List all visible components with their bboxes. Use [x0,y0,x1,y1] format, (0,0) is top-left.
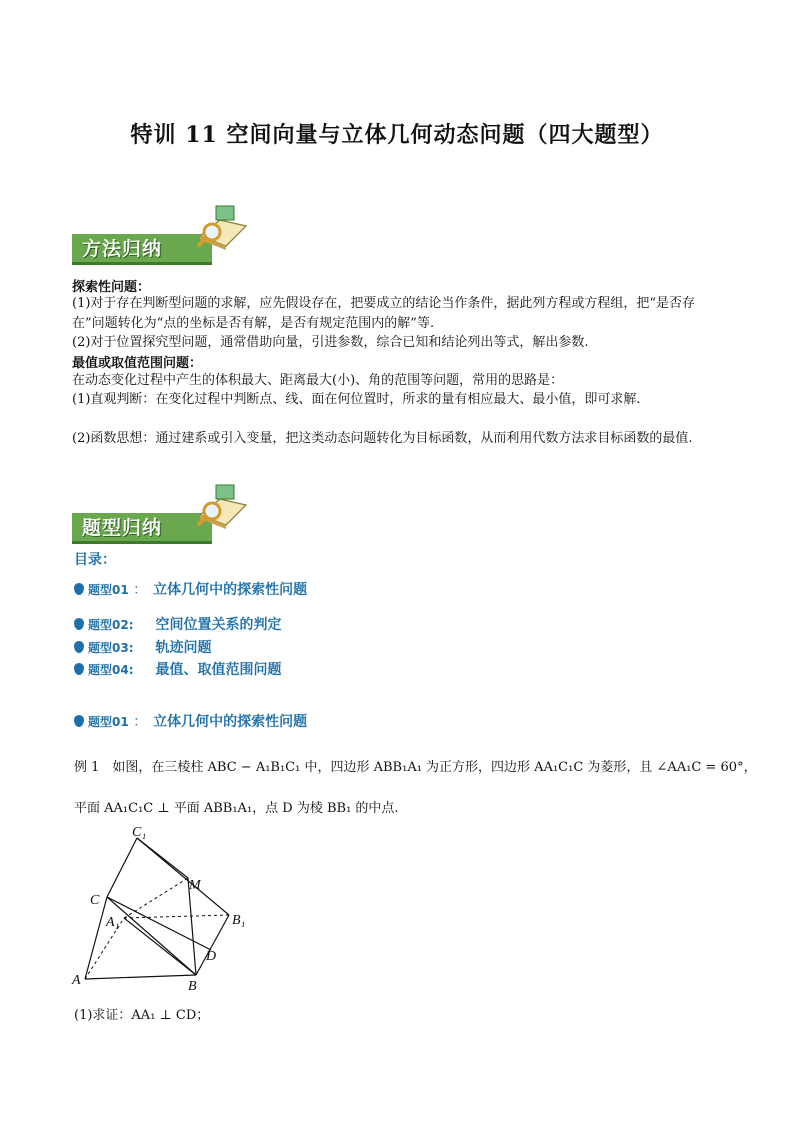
edge-A-B [85,975,196,979]
section-tag: 题型01 [88,715,129,729]
method-summary-banner [72,228,242,262]
toc-sep: ： [128,582,148,598]
section-heading-type01 [74,711,307,731]
edge-C-A [85,897,107,979]
label-C1: C₁ [132,825,147,840]
label-A: A [72,973,81,988]
toc-item-2[interactable] [74,614,282,634]
explore-paragraph-2: (2)对于位置探究型问题，通常借助向量，引进参数，综合已知和结论列出等式，解出参数. [72,335,589,350]
edge-A1-B [124,918,196,975]
toc-text: 空间位置关系的判定 [155,617,282,633]
label-D: D [206,949,217,964]
prism-figure [66,822,266,1002]
book-magnifier-icon [192,481,252,545]
toc-title: 目录： [74,552,116,568]
range-paragraph-0: 在动态变化过程中产生的体积最大、距离最大(小)、角的范围等问题，常用的思路是： [72,373,564,388]
bullet-icon [74,641,84,653]
toc-text: 立体几何中的探索性问题 [153,582,308,598]
toc-item-4[interactable] [74,659,282,679]
label-B: B [188,979,197,994]
label-C: C [90,893,100,908]
label-M: M [189,878,201,893]
label-B1: B₁ [232,913,246,928]
section-sep: ： [128,714,148,730]
label-A1: A₁ [106,915,120,930]
edge-C1-C [107,838,137,897]
example-1-line-1: 例 1 如图，在三棱柱 ABC − A₁B₁C₁ 中，四边形 ABB₁A₁ 为正方形，四边形 AA₁C₁C 为菱形，且 ∠AA₁C = 60°， [74,760,757,775]
range-heading: 最值或取值范围问题： [72,356,203,371]
range-paragraph-2: (2)函数思想：通过建系或引入变量，把这类动态问题转化为目标函数，从而利用代数方法求目标函数的最值. [72,431,693,446]
edge-A1-M [124,878,188,918]
toc-tag: 题型02: [88,618,134,632]
toc-tag: 题型01 [88,583,129,597]
banner-label: 题型归纳 [82,517,163,539]
toc-item-3[interactable] [74,637,212,657]
toc-tag: 题型03: [88,641,134,655]
bullet-icon [74,663,84,675]
toc-text: 轨迹问题 [155,640,212,656]
toc-tag: 题型04: [88,663,134,677]
range-paragraph-1: (1)直观判断：在变化过程中判断点、线、面在何位置时，所求的量有相应最大、最小值，即可求解. [72,392,641,407]
bullet-icon [74,583,84,595]
toc-text: 最值、取值范围问题 [155,662,282,678]
edge-A1-B1 [124,915,229,918]
page-title: 特训 11 空间向量与立体几何动态问题（四大题型） [130,122,664,148]
example-1-line-2: 平面 AA₁C₁C ⊥ 平面 ABB₁A₁，点 D 为棱 BB₁ 的中点. [74,801,399,816]
explore-heading: 探索性问题： [72,280,151,295]
explore-paragraph-1: (1)对于存在判断型问题的求解，应先假设存在，把要成立的结论当作条件，据此列方程或方程组，把“是否存在”问题转化为“点的坐标是否有解，是否有规定范围内的解”等. [72,296,696,331]
section-text: 立体几何中的探索性问题 [153,714,308,730]
example-1-question-1: (1)求证：AA₁ ⊥ CD； [74,1008,210,1023]
edge-C1-B1 [137,838,229,915]
question-types-banner [72,507,242,541]
bullet-icon [74,715,84,727]
toc-item-1[interactable] [74,579,307,599]
banner-label: 方法归纳 [82,238,163,260]
book-magnifier-icon [192,202,252,266]
bullet-icon [74,618,84,630]
